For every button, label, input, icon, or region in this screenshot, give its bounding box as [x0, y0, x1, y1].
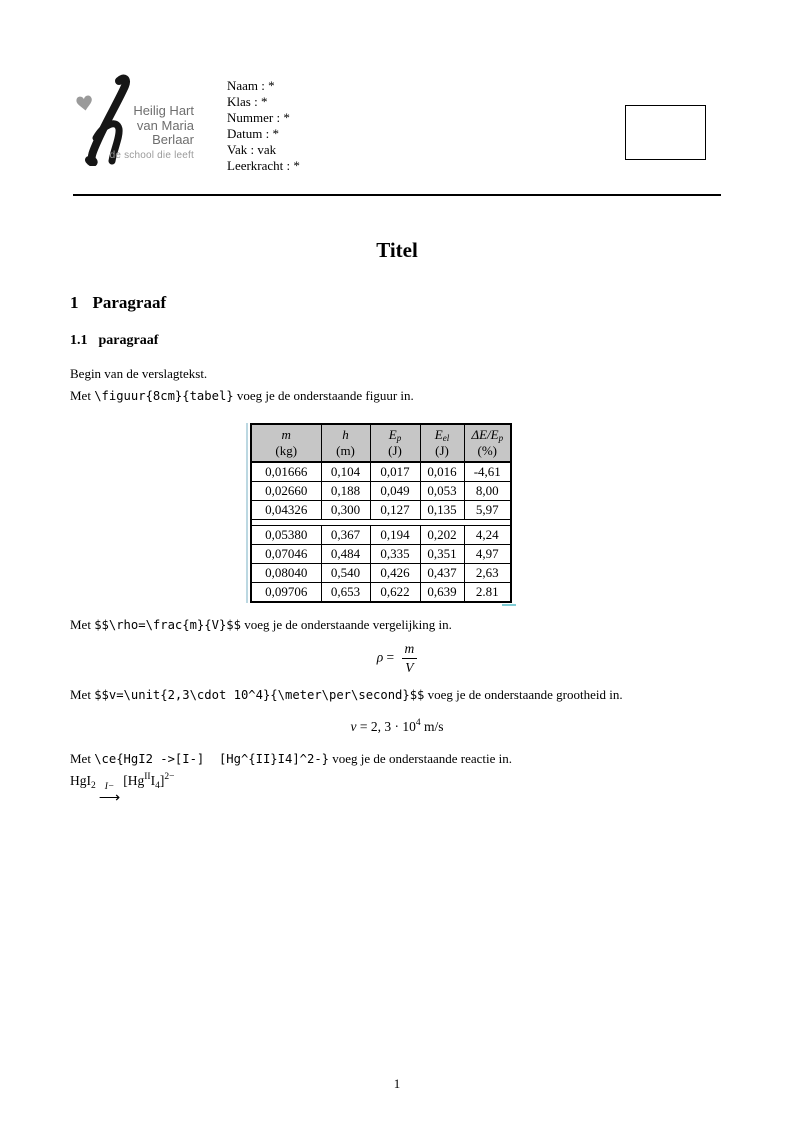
measurement-table-figure	[246, 423, 512, 603]
table-cell: 2,63	[464, 564, 511, 583]
product: ]	[159, 773, 165, 788]
table-cell: 0,127	[370, 501, 420, 520]
subsection-label: paragraaf	[98, 333, 159, 348]
table-cell: 0,01666	[251, 462, 321, 482]
reactant-subscript: 2	[91, 781, 96, 791]
table-header-cell: m (kg)	[251, 424, 321, 462]
paragraph-intro: Begin van de verslagtekst.	[70, 366, 208, 381]
section-number: 1	[70, 293, 79, 312]
document-title: Titel	[376, 238, 418, 262]
product: [Hg	[123, 773, 145, 788]
student-info	[227, 78, 300, 174]
table-cell: 0,049	[370, 482, 420, 501]
table-row	[251, 482, 511, 501]
table-cell: 0,05380	[251, 526, 321, 545]
info-line-leerkracht: Leerkracht : *	[227, 158, 300, 173]
table-cell: 0,653	[321, 583, 370, 603]
velocity-lhs: v	[350, 719, 357, 734]
table-cell: 4,24	[464, 526, 511, 545]
latex-code-reaction: \ce{HgI2 ->[I-] [Hg^{II}I4]^2-}	[94, 752, 330, 766]
info-line-klas: Klas : *	[227, 94, 268, 109]
info-line-datum: Datum : *	[227, 126, 279, 141]
table-cell: 0,367	[321, 526, 370, 545]
reaction-arrow	[99, 783, 121, 805]
table-cell: 0,09706	[251, 583, 321, 603]
table-cell: 0,135	[420, 501, 464, 520]
table-row	[251, 526, 511, 545]
latex-code-equation: $$\rho=\frac{m}{V}$$	[94, 618, 241, 632]
school-logo	[72, 74, 194, 166]
table-cell: 0,08040	[251, 564, 321, 583]
product-subscript: 4	[155, 781, 160, 791]
paragraph-equation	[70, 617, 452, 633]
reactant: HgI	[70, 773, 91, 788]
table-row	[251, 462, 511, 482]
long-right-arrow-icon: ⟶	[98, 790, 121, 806]
table-cell: 0,639	[420, 583, 464, 603]
velocity-equation	[0, 718, 794, 735]
logo-name	[112, 104, 194, 148]
table-header-cell: $E_{el}$ (J)	[420, 424, 464, 462]
velocity-mantissa: 2, 3 · 10	[367, 719, 416, 734]
paragraph-text: voeg je de onderstaande grootheid in.	[424, 687, 623, 702]
heart-icon	[75, 94, 94, 112]
table-cell: 8,00	[464, 482, 511, 501]
table-header-row	[251, 424, 511, 462]
table-cell: 0,300	[321, 501, 370, 520]
table-cell: 0,622	[370, 583, 420, 603]
subsection-heading	[70, 333, 158, 349]
header-rule	[73, 194, 721, 196]
paragraph-text: Met	[70, 617, 95, 632]
paragraph-figure	[70, 388, 414, 404]
table-cell: 0,194	[370, 526, 420, 545]
paragraph-text: voeg je de onderstaande vergelijking in.	[240, 617, 452, 632]
grade-box	[625, 105, 706, 160]
table-cell: 0,437	[420, 564, 464, 583]
product-charge: 2−	[164, 772, 175, 782]
info-line-vak: Vak : vak	[227, 142, 277, 157]
page-number: 1	[393, 1076, 401, 1091]
table-cell: 0,053	[420, 482, 464, 501]
table-row	[251, 501, 511, 520]
paragraph-text: Met	[70, 751, 95, 766]
arrow-label: I−	[104, 782, 115, 792]
table-cell: 0,07046	[251, 545, 321, 564]
data-table	[250, 423, 512, 603]
density-lhs: ρ	[376, 649, 384, 665]
table-header-cell: h (m)	[321, 424, 370, 462]
velocity-unit: m/s	[420, 719, 444, 734]
table-cell: 0,017	[370, 462, 420, 482]
table-cell: 0,188	[321, 482, 370, 501]
density-equation	[0, 641, 794, 676]
paragraph-text: voeg je de onderstaande reactie in.	[329, 751, 513, 766]
table-cell: 0,02660	[251, 482, 321, 501]
table-cell: 0,016	[420, 462, 464, 482]
table-cell: 0,426	[370, 564, 420, 583]
latex-code-figure: \figuur{8cm}{tabel}	[94, 389, 234, 403]
subsection-number: 1.1	[70, 333, 88, 348]
section-heading	[70, 293, 166, 313]
table-cell: 5,97	[464, 501, 511, 520]
table-row	[251, 583, 511, 603]
table-cell: 0,202	[420, 526, 464, 545]
paragraph-quantity	[70, 687, 623, 703]
table-cell: 0,04326	[251, 501, 321, 520]
paragraph-text: Met	[70, 388, 95, 403]
table-cell: 0,540	[321, 564, 370, 583]
info-line-nummer: Nummer : *	[227, 110, 290, 125]
product-superscript: II	[144, 772, 151, 782]
reaction-equation	[70, 772, 174, 805]
table-row	[251, 545, 511, 564]
velocity-exponent: 4	[415, 718, 421, 728]
table-cell: 0,484	[321, 545, 370, 564]
table-header-cell: $\Delta E/E_p$ (%)	[464, 424, 511, 462]
paragraph-reaction	[70, 751, 512, 767]
table-cell: 0,104	[321, 462, 370, 482]
fraction-numerator: m	[402, 641, 418, 659]
paragraph-text: Met	[70, 687, 95, 702]
table-cell: 2.81	[464, 583, 511, 603]
equals-sign: =	[359, 719, 368, 734]
info-line-naam: Naam : *	[227, 78, 275, 93]
section-label: Paragraaf	[92, 293, 167, 312]
table-cell: 4,97	[464, 545, 511, 564]
product: I	[150, 773, 156, 788]
logo-name-line: van Maria	[136, 117, 194, 133]
fraction	[402, 641, 418, 676]
table-cell: -4,61	[464, 462, 511, 482]
latex-code-quantity: $$v=\unit{2,3\cdot 10^4}{\meter\per\second}$$	[94, 688, 425, 702]
logo-name-line: Berlaar	[152, 132, 194, 147]
logo-name-line: Heilig Hart	[133, 103, 194, 118]
table-cell: 0,351	[420, 545, 464, 564]
logo-tagline: de school die leeft	[109, 150, 194, 161]
fraction-denominator: V	[405, 660, 414, 675]
table-row	[251, 564, 511, 583]
table-cell: 0,335	[370, 545, 420, 564]
paragraph-text: voeg je de onderstaande figuur in.	[233, 388, 414, 403]
table-header-cell: $E_p$ (J)	[370, 424, 420, 462]
equals-sign: =	[386, 649, 395, 665]
